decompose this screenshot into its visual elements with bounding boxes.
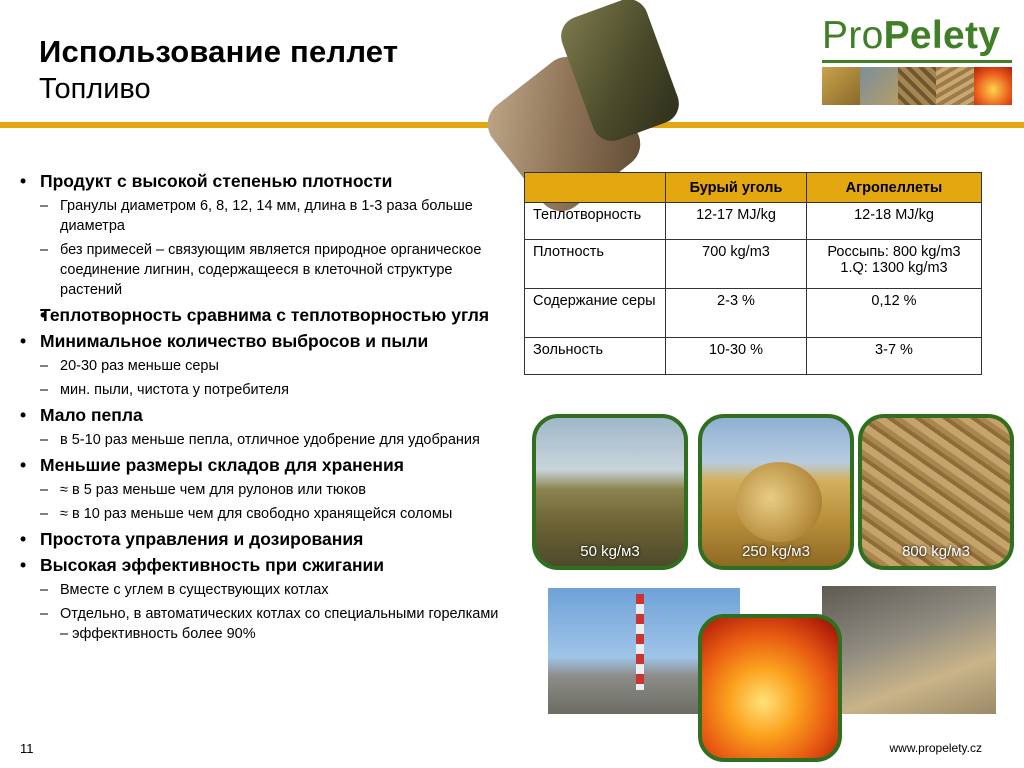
bullet-efficiency: • Высокая эффективность при сжигании [20, 554, 500, 577]
cell-pellets: 12-18 MJ/kg [807, 203, 982, 240]
bullet-list [20, 170, 500, 648]
logo-photo-pellets [898, 67, 936, 105]
slide-subtitle: Топливо [39, 73, 151, 105]
page-number: 11 [20, 741, 34, 756]
logo-underline [822, 60, 1012, 63]
logo-photo-machine [860, 67, 898, 105]
cell-pellets: 0,12 % [807, 289, 982, 338]
sub-bullet-dust: – мин. пыли, чистота у потребителя [20, 380, 500, 400]
density-caption-bale: 250 kg/м3 [742, 543, 810, 560]
slide-title: Использование пеллет [39, 34, 399, 69]
cell-pellets: 3-7 % [807, 338, 982, 375]
photo-fire [698, 614, 842, 762]
bullet-control: • Простота управления и дозирования [20, 528, 500, 551]
sub-bullet-storage-bales: – ≈ в 5 раз меньше чем для рулонов или тюков [20, 480, 500, 500]
sub-bullet-granules: – Гранулы диаметром 6, 8, 12, 14 мм, длина в 1-3 раза больше диаметра [20, 196, 500, 236]
comparison-table [524, 172, 982, 375]
photo-pellets [858, 414, 1014, 570]
table-row [525, 338, 982, 375]
photo-boiler [822, 586, 996, 714]
sub-bullet-ash-fertilizer: – в 5-10 раз меньше пепла, отличное удобрение для удобрания [20, 430, 500, 450]
sub-bullet-with-coal: – Вместе с углем в существующих котлах [20, 580, 500, 600]
photo-straw-pile [532, 414, 688, 570]
cell-coal: 700 kg/m3 [666, 240, 807, 289]
table-header-coal: Бурый уголь [666, 173, 807, 203]
bullet-calorific: • Теплотворность сравнима с теплотворностью угля [20, 304, 500, 327]
chimney-shape [636, 594, 644, 690]
table-header-pellets: Агропеллеты [807, 173, 982, 203]
bullet-density: • Продукт с высокой степенью плотности [20, 170, 500, 193]
table-row [525, 240, 982, 289]
cell-pellets-line2: 1.Q: 1300 kg/m3 [840, 260, 948, 276]
logo-part-pro: Pro [822, 14, 884, 57]
hay-bale-shape [736, 462, 822, 542]
bullet-storage: • Меньшие размеры складов для хранения [20, 454, 500, 477]
row-label: Зольность [525, 338, 666, 375]
website-url: www.propelety.cz [889, 741, 982, 755]
propelety-logo [822, 14, 1000, 58]
sub-bullet-auto-boilers: – Отдельно, в автоматических котлах со специальными горелками – эффективность более 90% [20, 604, 500, 644]
logo-photo-fire [974, 67, 1012, 105]
density-caption-pellets: 800 kg/м3 [902, 543, 970, 560]
density-caption-straw: 50 kg/м3 [580, 543, 640, 560]
cell-pellets [807, 240, 982, 289]
logo-part-pelety: Pelety [883, 14, 1001, 57]
bullet-ash: • Мало пепла [20, 404, 500, 427]
table-header-empty [525, 173, 666, 203]
table-header-row [525, 173, 982, 203]
cell-coal: 2-3 % [666, 289, 807, 338]
logo-photo-strip [822, 67, 1012, 105]
row-label: Плотность [525, 240, 666, 289]
bullet-emissions: • Минимальное количество выбросов и пыли [20, 330, 500, 353]
photo-hay-bale [698, 414, 854, 570]
cell-pellets-line1: Россыпь: 800 kg/m3 [827, 244, 961, 260]
logo-photo-bale [822, 67, 860, 105]
table-row [525, 203, 982, 240]
cell-coal: 12-17 MJ/kg [666, 203, 807, 240]
table-row [525, 289, 982, 338]
sub-bullet-storage-straw: – ≈ в 10 раз меньше чем для свободно хранящейся соломы [20, 504, 500, 524]
cell-coal: 10-30 % [666, 338, 807, 375]
logo-photo-pellets-2 [936, 67, 974, 105]
sub-bullet-sulfur: – 20-30 раз меньше серы [20, 356, 500, 376]
sub-bullet-lignin: – без примесей – связующим является природное органическое соединение лигнин, содержащееся в клеточной структуре растений [20, 240, 500, 300]
row-label: Теплотворность [525, 203, 666, 240]
row-label: Содержание серы [525, 289, 666, 338]
